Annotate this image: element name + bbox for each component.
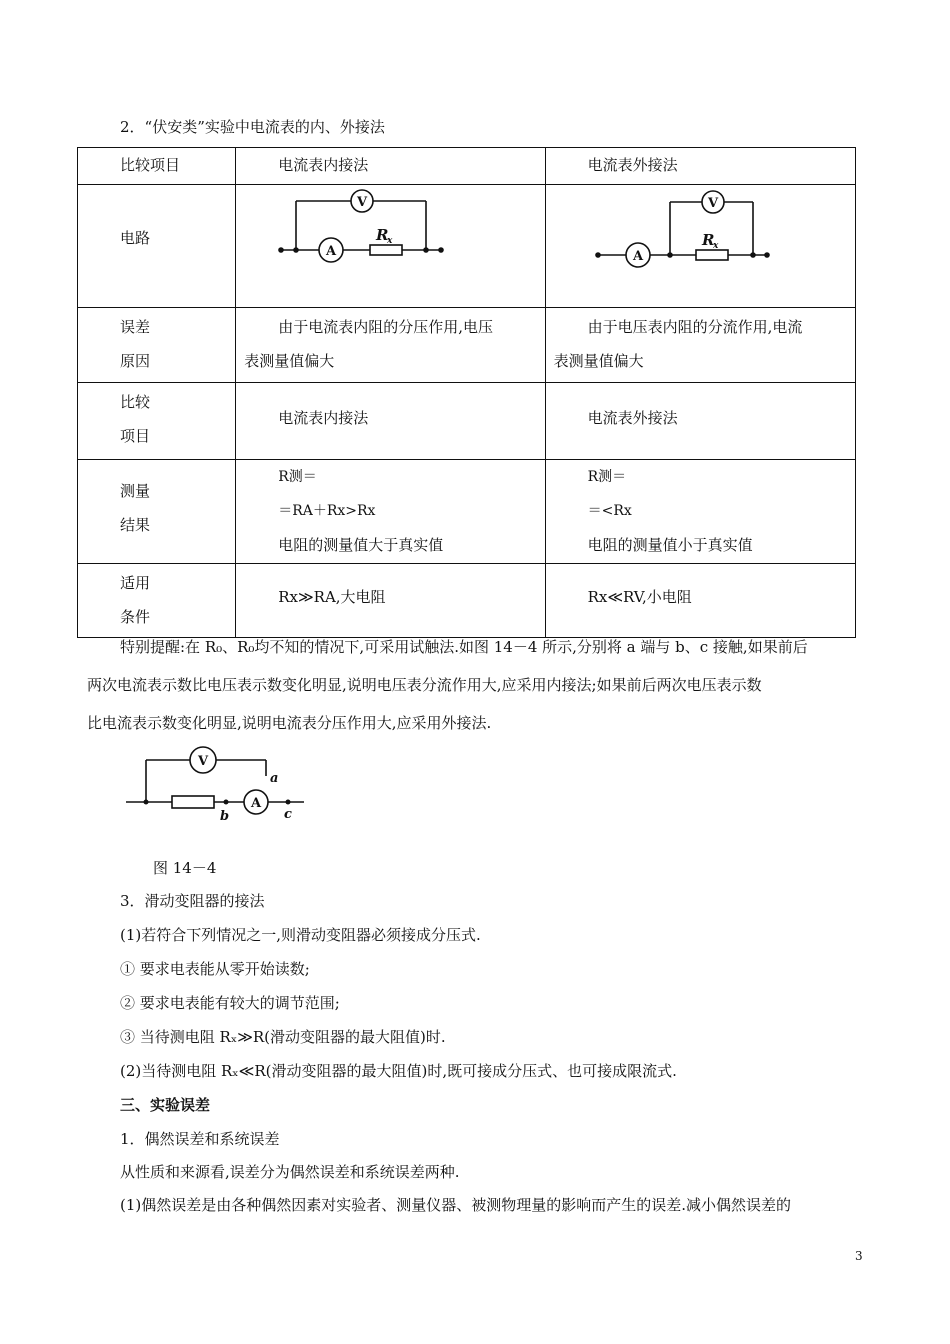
compare-outer: 电流表外接法 xyxy=(545,383,855,460)
subsection-1-text: 从性质和来源看,误差分为偶然误差和系统误差两种. xyxy=(120,1163,460,1181)
error-outer xyxy=(545,308,855,383)
subsection-1-title: 1．偶然误差和系统误差 xyxy=(120,1130,280,1148)
result-inner xyxy=(236,460,545,564)
result-label-line1: 测量 xyxy=(120,482,151,500)
outer-circuit-cell xyxy=(545,185,855,308)
compare-label xyxy=(78,383,236,460)
result-inner-line1: R测＝ xyxy=(278,469,317,485)
error-outer-line1: 由于电压表内阻的分流作用,电流 xyxy=(587,318,803,336)
resistor-label: R xyxy=(701,231,715,249)
voltmeter-label: V xyxy=(357,195,368,210)
note-line-3: 比电流表示数变化明显,说明电流表分压作用大,应采用外接法. xyxy=(87,714,492,732)
voltmeter-label: V xyxy=(197,754,209,769)
apply-label-line2: 条件 xyxy=(120,608,151,626)
ammeter-label: A xyxy=(250,796,262,811)
terminal-b-label: b xyxy=(220,809,230,824)
section-3-item-1: (1)若符合下列情况之一,则滑动变阻器必须接成分压式. xyxy=(120,926,481,944)
subsection-1-item-1: (1)偶然误差是由各种偶然因素对实验者、测量仪器、被测物理量的影响而产生的误差.减小偶然误差的 xyxy=(120,1196,792,1214)
section-3-item-4: ③ 当待测电阻 Rₓ≫R(滑动变阻器的最大阻值)时. xyxy=(120,1028,446,1046)
result-inner-line2: ＝RA＋Rx>Rx xyxy=(278,503,376,519)
figure-14-4-circuit xyxy=(120,740,320,826)
error-inner-line2: 表测量值偏大 xyxy=(244,352,335,370)
circuit-label: 电路 xyxy=(78,185,236,308)
result-outer-line1: R测＝ xyxy=(587,469,627,485)
terminal-a-label: a xyxy=(270,771,279,786)
result-inner-line3: 电阻的测量值大于真实值 xyxy=(278,536,444,554)
error-inner-line1: 由于电流表内阻的分压作用,电压 xyxy=(278,318,493,336)
apply-label xyxy=(78,564,236,638)
section-3-title: 3．滑动变阻器的接法 xyxy=(120,892,265,910)
error-label-line1: 误差 xyxy=(120,318,151,336)
result-label xyxy=(78,460,236,564)
heading-experiment-error: 三、实验误差 xyxy=(120,1096,211,1114)
compare-label-line1: 比较 xyxy=(120,393,151,411)
ammeter-label: A xyxy=(326,244,337,259)
table-row xyxy=(78,308,856,383)
terminal-c-label: c xyxy=(284,807,292,822)
apply-inner: Rx≫RA,大电阻 xyxy=(236,564,545,638)
apply-outer: Rx≪RV,小电阻 xyxy=(545,564,855,638)
section-3-item-5: (2)当待测电阻 Rₓ≪R(滑动变阻器的最大阻值)时,既可接成分压式、也可接成限流式. xyxy=(120,1062,677,1080)
compare-inner: 电流表内接法 xyxy=(236,383,545,460)
page-number: 3 xyxy=(855,1249,863,1263)
error-label xyxy=(78,308,236,383)
header-compare-item: 比较项目 xyxy=(78,148,236,185)
note-line-1: 特别提醒:在 R₀、R₀均不知的情况下,可采用试触法.如图 14－4 所示,分别将 a 端与 b、c 接触,如果前后 xyxy=(120,638,808,656)
inner-circuit-diagram xyxy=(236,185,541,295)
ammeter-label: A xyxy=(632,249,643,264)
error-label-line2: 原因 xyxy=(120,352,151,370)
inner-circuit-cell xyxy=(236,185,545,308)
error-outer-line2: 表测量值偏大 xyxy=(553,352,644,370)
result-outer-line2: ＝<Rx xyxy=(587,503,632,519)
header-inner: 电流表内接法 xyxy=(236,148,545,185)
section-2-title: 2．“伏安类”实验中电流表的内、外接法 xyxy=(120,118,385,136)
result-outer xyxy=(545,460,855,564)
apply-label-line1: 适用 xyxy=(120,574,151,592)
section-3-item-3: ② 要求电表能有较大的调节范围; xyxy=(120,994,340,1012)
result-label-line2: 结果 xyxy=(120,516,151,534)
note-line-2: 两次电流表示数比电压表示数变化明显,说明电压表分流作用大,应采用内接法;如果前后两次电压表示数 xyxy=(87,676,762,694)
resistor-label: R xyxy=(376,226,389,244)
compare-label-line2: 项目 xyxy=(120,427,151,445)
section-3-item-2: ① 要求电表能从零开始读数; xyxy=(120,960,310,978)
error-inner xyxy=(236,308,545,383)
figure-caption: 图 14－4 xyxy=(153,859,217,877)
table-row xyxy=(78,460,856,564)
outer-circuit-diagram xyxy=(546,185,851,295)
resistor-sub: x xyxy=(387,236,393,246)
resistor-sub: x xyxy=(712,241,718,251)
table-row xyxy=(78,383,856,460)
header-outer: 电流表外接法 xyxy=(545,148,855,185)
table-row xyxy=(78,148,856,185)
result-outer-line3: 电阻的测量值小于真实值 xyxy=(587,536,753,554)
table-row xyxy=(78,185,856,308)
voltmeter-label: V xyxy=(707,196,718,211)
comparison-table xyxy=(77,147,856,638)
table-row xyxy=(78,564,856,638)
